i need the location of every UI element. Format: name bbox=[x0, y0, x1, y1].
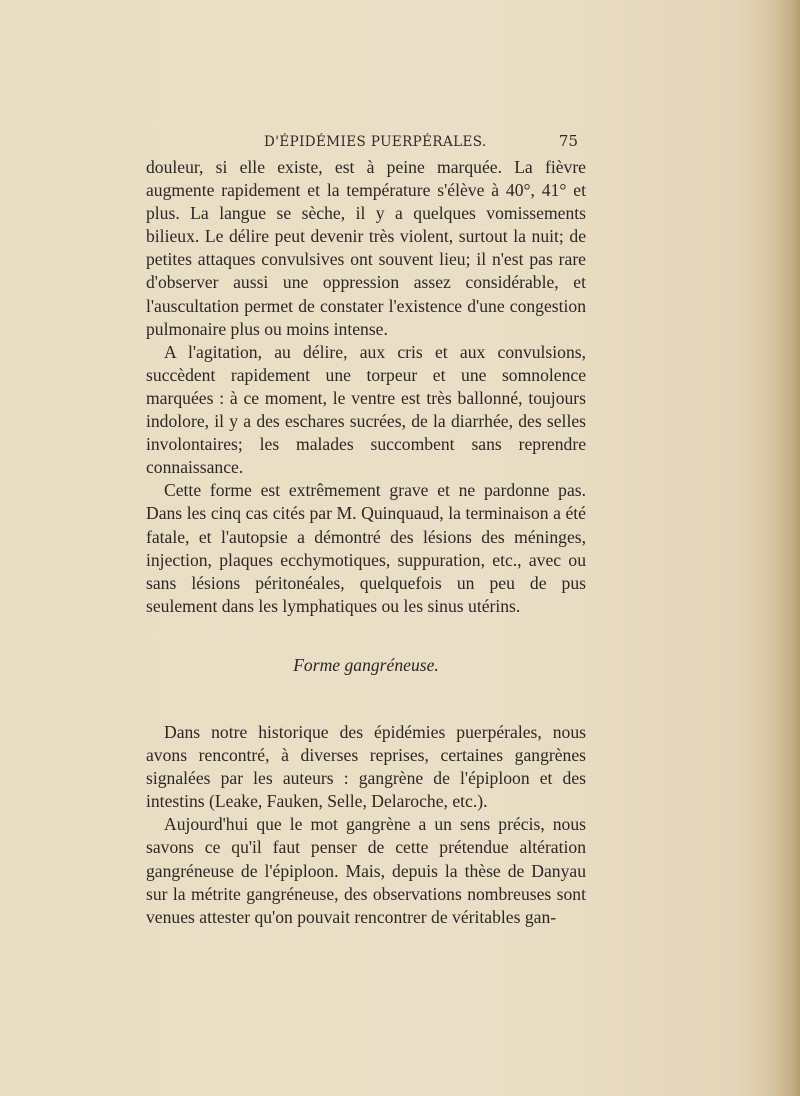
running-header bbox=[146, 132, 586, 156]
page-number: 75 bbox=[558, 132, 578, 150]
paragraph: A l'agitation, au délire, aux cris et aux convulsions, succèdent rapidement une torpeur et une somnolence marquées : à ce moment, le ventre est très ballonné, toujours indolore, il y a des eschares sucrées, de la diarrhée, des selles involontaires; les malades succombent sans reprendre connaissance. bbox=[146, 341, 586, 478]
paragraph: douleur, si elle existe, est à peine marquée. La fièvre augmente rapidement et la température s'élève à 40°, 41° et plus. La langue se sèche, il y a quelques vomissements bilieux. Le délire peut devenir très violent, surtout la nuit; de petites attaques convulsives ont souvent lieu; il n'est pas rare d'observer aussi une oppression assez considérable, et l'auscultation permet de constater l'existence d'une congestion pulmonaire plus ou moins intense. bbox=[146, 157, 586, 339]
paragraph: Aujourd'hui que le mot gangrène a un sens précis, nous savons ce qu'il faut penser de cette prétendue altération gangréneuse de l'épiploon. Mais, depuis la thèse de Danyau sur la métrite gangréneuse, des observations nombreuses sont venues attester qu'on pouvait rencontrer de véritables gan- bbox=[146, 814, 586, 927]
page-edge-shadow bbox=[772, 0, 800, 1096]
running-title: D'ÉPIDÉMIES PUERPÉRALES. bbox=[264, 134, 487, 150]
text-block-top bbox=[146, 156, 586, 618]
section-heading: Forme gangréneuse. bbox=[293, 655, 439, 675]
paragraph: Cette forme est extrêmement grave et ne pardonne pas. Dans les cinq cas cités par M. Quinquaud, la terminaison a été fatale, et l'autopsie a démontré des lésions des méninges, injection, plaques ecchymotiques, suppuration, etc., avec ou sans lésions péritonéales, quelquefois un peu de pus seulement dans les lymphatiques ou les sinus utérins. bbox=[146, 480, 586, 616]
text-block-bottom bbox=[146, 721, 586, 929]
paragraph: Dans notre historique des épidémies puerpérales, nous avons rencontré, à diverses reprises, certaines gangrènes signalées par les auteurs : gangrène de l'épiploon et des intestins (Leake, Fauken, Selle, Delaroche, etc.). bbox=[146, 722, 586, 812]
